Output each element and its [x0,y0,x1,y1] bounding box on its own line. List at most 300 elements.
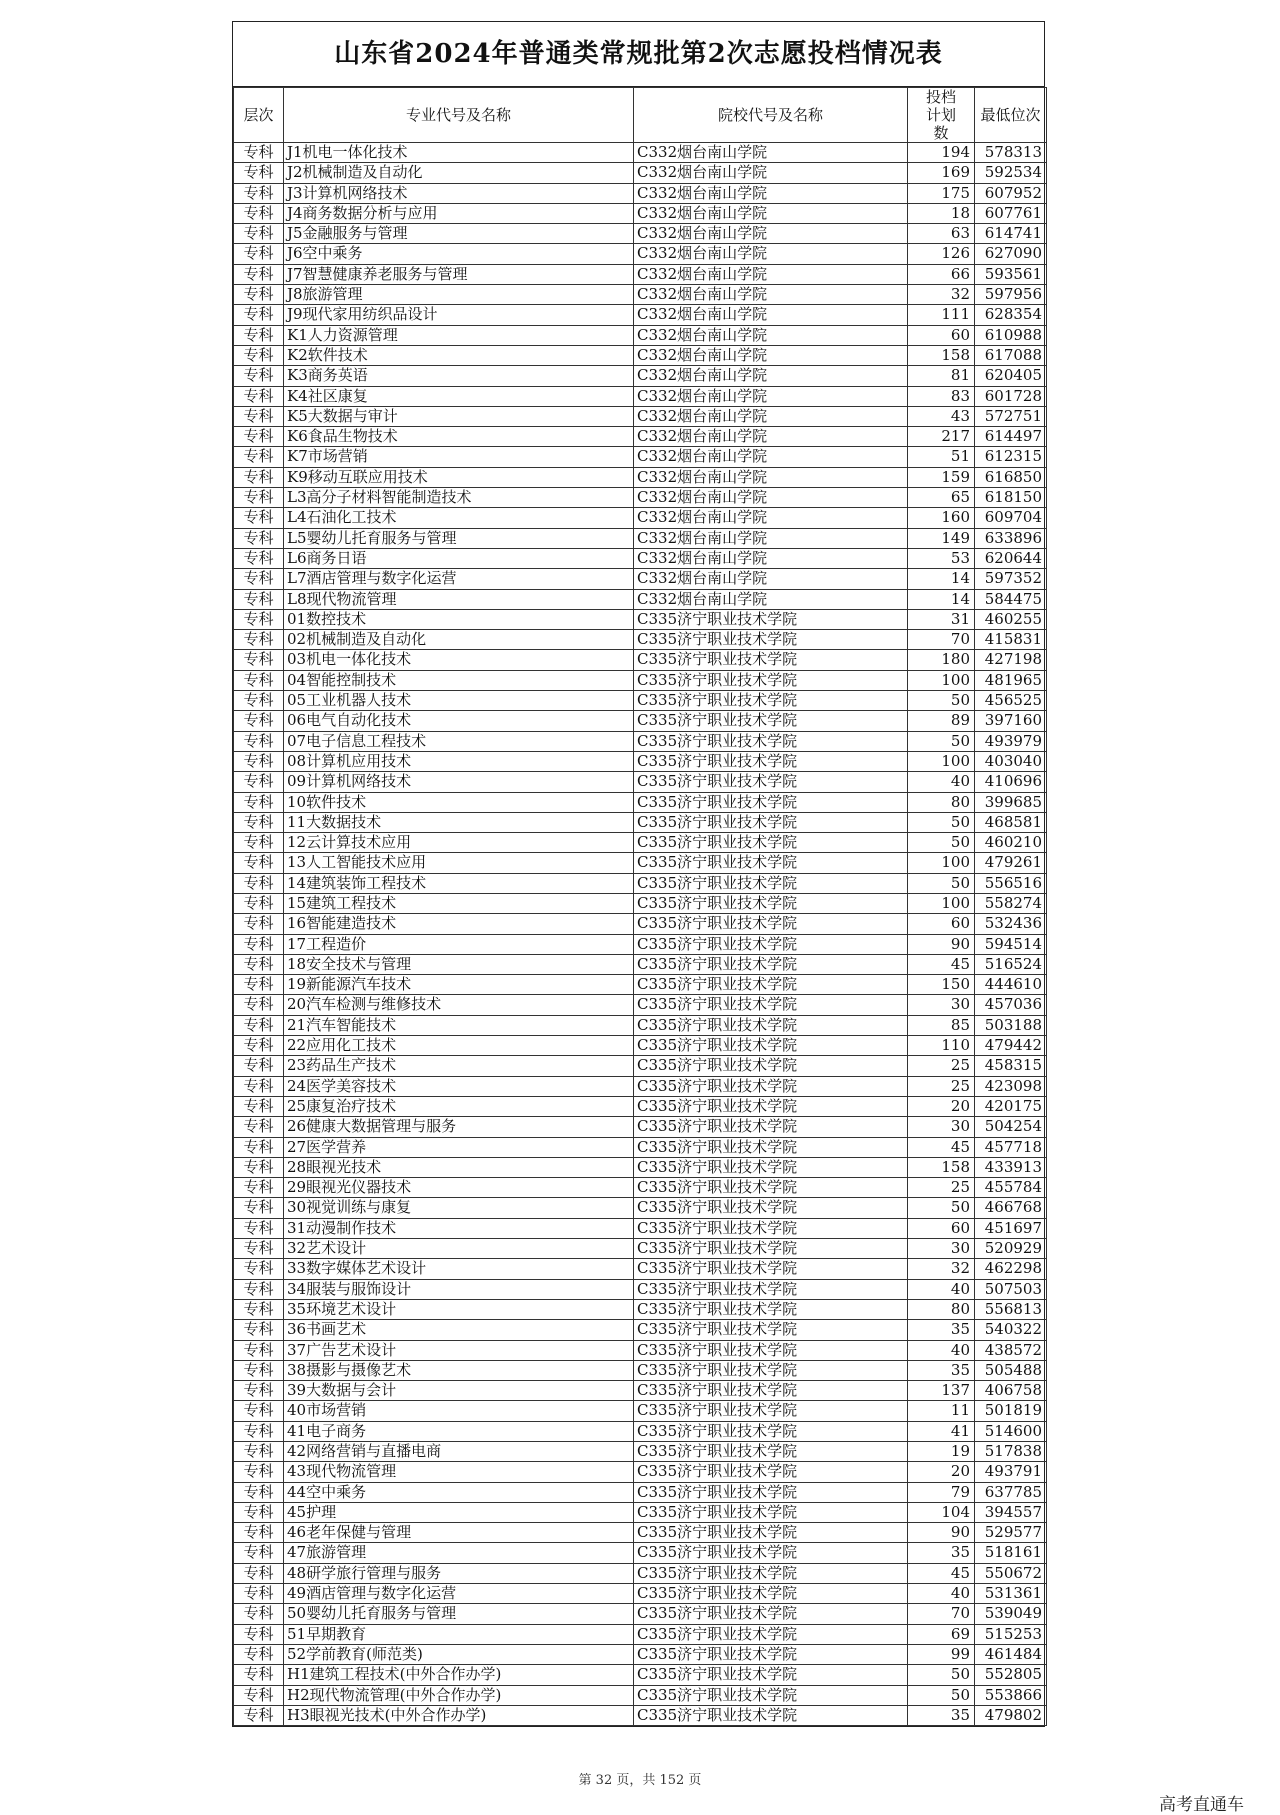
cell-plan: 100 [908,751,975,771]
cell-level: 专科 [234,1056,284,1076]
table-row [234,1685,1047,1705]
cell-plan: 30 [908,995,975,1015]
cell-major: 15建筑工程技术 [284,893,634,913]
cell-plan: 60 [908,325,975,345]
cell-level: 专科 [234,427,284,447]
cell-school: C332烟台南山学院 [634,203,908,223]
cell-school: C335济宁职业技术学院 [634,1462,908,1482]
cell-rank: 481965 [975,670,1047,690]
table-row [234,1299,1047,1319]
table-row [234,488,1047,508]
cell-school: C332烟台南山学院 [634,285,908,305]
cell-rank: 601728 [975,386,1047,406]
cell-level: 专科 [234,1340,284,1360]
table-row [234,325,1047,345]
cell-major: 20汽车检测与维修技术 [284,995,634,1015]
cell-rank: 572751 [975,406,1047,426]
cell-school: C335济宁职业技术学院 [634,893,908,913]
cell-school: C335济宁职业技术学院 [634,711,908,731]
cell-major: 33数字媒体艺术设计 [284,1259,634,1279]
cell-plan: 25 [908,1056,975,1076]
cell-major: 13人工智能技术应用 [284,853,634,873]
cell-plan: 50 [908,1665,975,1685]
table-row [234,1076,1047,1096]
table-row [234,183,1047,203]
cell-school: C335济宁职业技术学院 [634,1279,908,1299]
cell-major: 01数控技术 [284,609,634,629]
cell-plan: 137 [908,1381,975,1401]
table-row [234,569,1047,589]
cell-level: 专科 [234,650,284,670]
cell-rank: 507503 [975,1279,1047,1299]
cell-rank: 558274 [975,893,1047,913]
cell-plan: 50 [908,1685,975,1705]
table-row [234,934,1047,954]
cell-level: 专科 [234,183,284,203]
cell-major: 03机电一体化技术 [284,650,634,670]
header-rank: 最低位次 [975,88,1047,143]
cell-level: 专科 [234,1482,284,1502]
cell-school: C335济宁职业技术学院 [634,1056,908,1076]
cell-level: 专科 [234,1299,284,1319]
cell-level: 专科 [234,203,284,223]
cell-major: K1人力资源管理 [284,325,634,345]
cell-plan: 14 [908,589,975,609]
cell-level: 专科 [234,873,284,893]
cell-level: 专科 [234,1239,284,1259]
cell-rank: 444610 [975,975,1047,995]
cell-plan: 194 [908,143,975,163]
cell-major: 38摄影与摄像艺术 [284,1360,634,1380]
cell-plan: 50 [908,1198,975,1218]
cell-major: 43现代物流管理 [284,1462,634,1482]
cell-major: 37广告艺术设计 [284,1340,634,1360]
table-row [234,366,1047,386]
table-row [234,731,1047,751]
table-row [234,1523,1047,1543]
cell-rank: 394557 [975,1502,1047,1522]
cell-level: 专科 [234,264,284,284]
cell-school: C335济宁职业技术学院 [634,1685,908,1705]
cell-major: 14建筑装饰工程技术 [284,873,634,893]
cell-rank: 504254 [975,1117,1047,1137]
cell-plan: 90 [908,1523,975,1543]
cell-level: 专科 [234,812,284,832]
table-row [234,163,1047,183]
table-row [234,1421,1047,1441]
cell-plan: 180 [908,650,975,670]
cell-major: J8旅游管理 [284,285,634,305]
cell-rank: 462298 [975,1259,1047,1279]
cell-major: 27医学营养 [284,1137,634,1157]
table-row [234,670,1047,690]
table-row [234,1036,1047,1056]
cell-level: 专科 [234,488,284,508]
cell-school: C335济宁职业技术学院 [634,995,908,1015]
cell-plan: 35 [908,1543,975,1563]
table-row [234,1360,1047,1380]
cell-plan: 45 [908,1563,975,1583]
cell-level: 专科 [234,751,284,771]
cell-school: C335济宁职业技术学院 [634,1665,908,1685]
cell-rank: 633896 [975,528,1047,548]
cell-level: 专科 [234,1096,284,1116]
cell-level: 专科 [234,1259,284,1279]
cell-school: C332烟台南山学院 [634,406,908,426]
cell-level: 专科 [234,914,284,934]
cell-major: 36书画艺术 [284,1320,634,1340]
cell-plan: 18 [908,203,975,223]
cell-plan: 40 [908,1279,975,1299]
cell-level: 专科 [234,467,284,487]
table-header-row [234,88,1047,143]
cell-major: L8现代物流管理 [284,589,634,609]
cell-rank: 612315 [975,447,1047,467]
cell-major: 22应用化工技术 [284,1036,634,1056]
cell-school: C335济宁职业技术学院 [634,1340,908,1360]
cell-major: 05工业机器人技术 [284,691,634,711]
cell-plan: 158 [908,1157,975,1177]
cell-plan: 20 [908,1096,975,1116]
cell-level: 专科 [234,345,284,365]
cell-plan: 158 [908,345,975,365]
cell-major: 17工程造价 [284,934,634,954]
cell-level: 专科 [234,569,284,589]
cell-level: 专科 [234,1178,284,1198]
cell-major: J4商务数据分析与应用 [284,203,634,223]
cell-level: 专科 [234,833,284,853]
table-row [234,711,1047,731]
cell-rank: 505488 [975,1360,1047,1380]
cell-school: C335济宁职业技术学院 [634,914,908,934]
cell-school: C335济宁职业技术学院 [634,1442,908,1462]
cell-level: 专科 [234,1624,284,1644]
cell-plan: 70 [908,1604,975,1624]
cell-rank: 456525 [975,691,1047,711]
table-row [234,975,1047,995]
table-row [234,305,1047,325]
cell-plan: 79 [908,1482,975,1502]
cell-plan: 50 [908,812,975,832]
cell-school: C335济宁职业技术学院 [634,670,908,690]
cell-plan: 160 [908,508,975,528]
cell-level: 专科 [234,893,284,913]
cell-rank: 592534 [975,163,1047,183]
cell-major: 40市场营销 [284,1401,634,1421]
table-row [234,1178,1047,1198]
cell-major: H2现代物流管理(中外合作办学) [284,1685,634,1705]
cell-level: 专科 [234,670,284,690]
cell-level: 专科 [234,143,284,163]
cell-school: C332烟台南山学院 [634,569,908,589]
cell-school: C335济宁职业技术学院 [634,1137,908,1157]
cell-major: 45护理 [284,1502,634,1522]
table-row [234,995,1047,1015]
table-row [234,244,1047,264]
table-row [234,1340,1047,1360]
cell-plan: 41 [908,1421,975,1441]
cell-major: 29眼视光仪器技术 [284,1178,634,1198]
cell-rank: 514600 [975,1421,1047,1441]
cell-level: 专科 [234,1401,284,1421]
cell-major: 23药品生产技术 [284,1056,634,1076]
cell-level: 专科 [234,386,284,406]
cell-major: 18安全技术与管理 [284,954,634,974]
cell-school: C335济宁职业技术学院 [634,1360,908,1380]
watermark: 高考直通车 [1159,1795,1244,1815]
cell-plan: 65 [908,488,975,508]
cell-level: 专科 [234,548,284,568]
cell-major: J9现代家用纺织品设计 [284,305,634,325]
cell-level: 专科 [234,609,284,629]
cell-rank: 637785 [975,1482,1047,1502]
table-row [234,1604,1047,1624]
cell-level: 专科 [234,1218,284,1238]
cell-level: 专科 [234,1157,284,1177]
table-row [234,1198,1047,1218]
cell-school: C335济宁职业技术学院 [634,1218,908,1238]
table-row [234,345,1047,365]
cell-level: 专科 [234,1705,284,1725]
document-title: 山东省2024年普通类常规批第2次志愿投档情况表 [233,22,1044,87]
cell-major: L7酒店管理与数字化运营 [284,569,634,589]
cell-rank: 607952 [975,183,1047,203]
cell-level: 专科 [234,1543,284,1563]
cell-level: 专科 [234,772,284,792]
cell-level: 专科 [234,366,284,386]
cell-major: 47旅游管理 [284,1543,634,1563]
cell-school: C335济宁职业技术学院 [634,1096,908,1116]
cell-rank: 479261 [975,853,1047,873]
cell-school: C332烟台南山学院 [634,305,908,325]
cell-level: 专科 [234,1604,284,1624]
cell-level: 专科 [234,1665,284,1685]
table-row [234,1563,1047,1583]
cell-school: C335济宁职业技术学院 [634,1157,908,1177]
cell-major: J2机械制造及自动化 [284,163,634,183]
cell-rank: 458315 [975,1056,1047,1076]
cell-school: C335济宁职业技术学院 [634,772,908,792]
cell-plan: 217 [908,427,975,447]
cell-major: L3高分子材料智能制造技术 [284,488,634,508]
cell-school: C332烟台南山学院 [634,345,908,365]
table-row [234,548,1047,568]
cell-school: C335济宁职业技术学院 [634,1015,908,1035]
cell-plan: 30 [908,1239,975,1259]
cell-rank: 529577 [975,1523,1047,1543]
cell-plan: 126 [908,244,975,264]
cell-rank: 397160 [975,711,1047,731]
table-row [234,224,1047,244]
cell-level: 专科 [234,954,284,974]
cell-rank: 610988 [975,325,1047,345]
cell-level: 专科 [234,305,284,325]
cell-level: 专科 [234,1137,284,1157]
cell-major: 24医学美容技术 [284,1076,634,1096]
cell-level: 专科 [234,1198,284,1218]
cell-major: 41电子商务 [284,1421,634,1441]
cell-school: C335济宁职业技术学院 [634,934,908,954]
table-row [234,406,1047,426]
cell-major: J1机电一体化技术 [284,143,634,163]
cell-rank: 614741 [975,224,1047,244]
cell-major: 19新能源汽车技术 [284,975,634,995]
cell-plan: 60 [908,1218,975,1238]
cell-level: 专科 [234,1685,284,1705]
cell-rank: 540322 [975,1320,1047,1340]
cell-plan: 99 [908,1644,975,1664]
cell-level: 专科 [234,731,284,751]
table-row [234,203,1047,223]
cell-rank: 415831 [975,630,1047,650]
cell-plan: 40 [908,772,975,792]
cell-plan: 81 [908,366,975,386]
cell-school: C335济宁职业技术学院 [634,1624,908,1644]
cell-school: C335济宁职业技术学院 [634,853,908,873]
cell-rank: 433913 [975,1157,1047,1177]
cell-school: C335济宁职业技术学院 [634,630,908,650]
table-row [234,954,1047,974]
table-row [234,1259,1047,1279]
table-row [234,1157,1047,1177]
cell-rank: 616850 [975,467,1047,487]
cell-school: C335济宁职业技术学院 [634,1563,908,1583]
table-row [234,772,1047,792]
cell-plan: 50 [908,833,975,853]
cell-level: 专科 [234,1036,284,1056]
cell-rank: 517838 [975,1442,1047,1462]
cell-school: C335济宁职业技术学院 [634,751,908,771]
cell-plan: 35 [908,1705,975,1725]
table-row [234,1015,1047,1035]
cell-level: 专科 [234,1563,284,1583]
cell-level: 专科 [234,285,284,305]
cell-school: C335济宁职业技术学院 [634,954,908,974]
table-row [234,508,1047,528]
table-row [234,751,1047,771]
cell-plan: 11 [908,1401,975,1421]
cell-level: 专科 [234,1117,284,1137]
cell-major: 50婴幼儿托育服务与管理 [284,1604,634,1624]
cell-plan: 14 [908,569,975,589]
cell-school: C332烟台南山学院 [634,589,908,609]
cell-school: C335济宁职业技术学院 [634,1401,908,1421]
cell-rank: 628354 [975,305,1047,325]
cell-level: 专科 [234,1502,284,1522]
table-row [234,447,1047,467]
cell-major: 12云计算技术应用 [284,833,634,853]
table-row [234,1239,1047,1259]
cell-rank: 609704 [975,508,1047,528]
cell-school: C332烟台南山学院 [634,548,908,568]
cell-school: C332烟台南山学院 [634,264,908,284]
cell-major: 26健康大数据管理与服务 [284,1117,634,1137]
cell-school: C332烟台南山学院 [634,427,908,447]
table-row [234,1462,1047,1482]
cell-major: 04智能控制技术 [284,670,634,690]
table-row [234,264,1047,284]
cell-rank: 550672 [975,1563,1047,1583]
cell-plan: 30 [908,1117,975,1137]
table-row [234,1137,1047,1157]
cell-school: C335济宁职业技术学院 [634,1421,908,1441]
cell-major: 44空中乘务 [284,1482,634,1502]
cell-major: 35环境艺术设计 [284,1299,634,1319]
table-row [234,1543,1047,1563]
table-row [234,893,1047,913]
cell-major: 39大数据与会计 [284,1381,634,1401]
cell-plan: 53 [908,548,975,568]
cell-plan: 35 [908,1320,975,1340]
cell-school: C332烟台南山学院 [634,508,908,528]
cell-plan: 50 [908,731,975,751]
cell-school: C332烟台南山学院 [634,528,908,548]
cell-plan: 32 [908,285,975,305]
cell-school: C335济宁职业技术学院 [634,873,908,893]
cell-major: H3眼视光技术(中外合作办学) [284,1705,634,1725]
cell-rank: 520929 [975,1239,1047,1259]
header-plan [908,88,975,143]
cell-rank: 556516 [975,873,1047,893]
cell-plan: 43 [908,406,975,426]
cell-major: 16智能建造技术 [284,914,634,934]
cell-major: 30视觉训练与康复 [284,1198,634,1218]
cell-major: 25康复治疗技术 [284,1096,634,1116]
table-row [234,1482,1047,1502]
cell-major: 08计算机应用技术 [284,751,634,771]
cell-school: C335济宁职业技术学院 [634,1543,908,1563]
cell-plan: 100 [908,670,975,690]
cell-rank: 553866 [975,1685,1047,1705]
cell-school: C332烟台南山学院 [634,467,908,487]
cell-major: 51早期教育 [284,1624,634,1644]
cell-rank: 460255 [975,609,1047,629]
cell-school: C335济宁职业技术学院 [634,1584,908,1604]
table-row [234,1401,1047,1421]
cell-rank: 539049 [975,1604,1047,1624]
cell-school: C332烟台南山学院 [634,224,908,244]
cell-rank: 457718 [975,1137,1047,1157]
cell-school: C335济宁职业技术学院 [634,1036,908,1056]
cell-major: J7智慧健康养老服务与管理 [284,264,634,284]
cell-rank: 479442 [975,1036,1047,1056]
cell-level: 专科 [234,630,284,650]
cell-school: C335济宁职业技术学院 [634,691,908,711]
cell-major: K7市场营销 [284,447,634,467]
cell-rank: 556813 [975,1299,1047,1319]
header-plan-text: 投档计划数 [925,88,956,142]
cell-plan: 50 [908,873,975,893]
cell-rank: 410696 [975,772,1047,792]
table-row [234,427,1047,447]
cell-rank: 552805 [975,1665,1047,1685]
cell-plan: 110 [908,1036,975,1056]
table-row [234,691,1047,711]
table-row [234,1644,1047,1664]
cell-level: 专科 [234,1360,284,1380]
admission-table [233,87,1047,1726]
table-row [234,792,1047,812]
cell-rank: 399685 [975,792,1047,812]
cell-school: C335济宁职业技术学院 [634,1604,908,1624]
cell-school: C335济宁职业技术学院 [634,1502,908,1522]
table-row [234,914,1047,934]
cell-school: C335济宁职业技术学院 [634,1239,908,1259]
table-row [234,1218,1047,1238]
cell-major: 48研学旅行管理与服务 [284,1563,634,1583]
cell-major: 21汽车智能技术 [284,1015,634,1035]
cell-major: J5金融服务与管理 [284,224,634,244]
